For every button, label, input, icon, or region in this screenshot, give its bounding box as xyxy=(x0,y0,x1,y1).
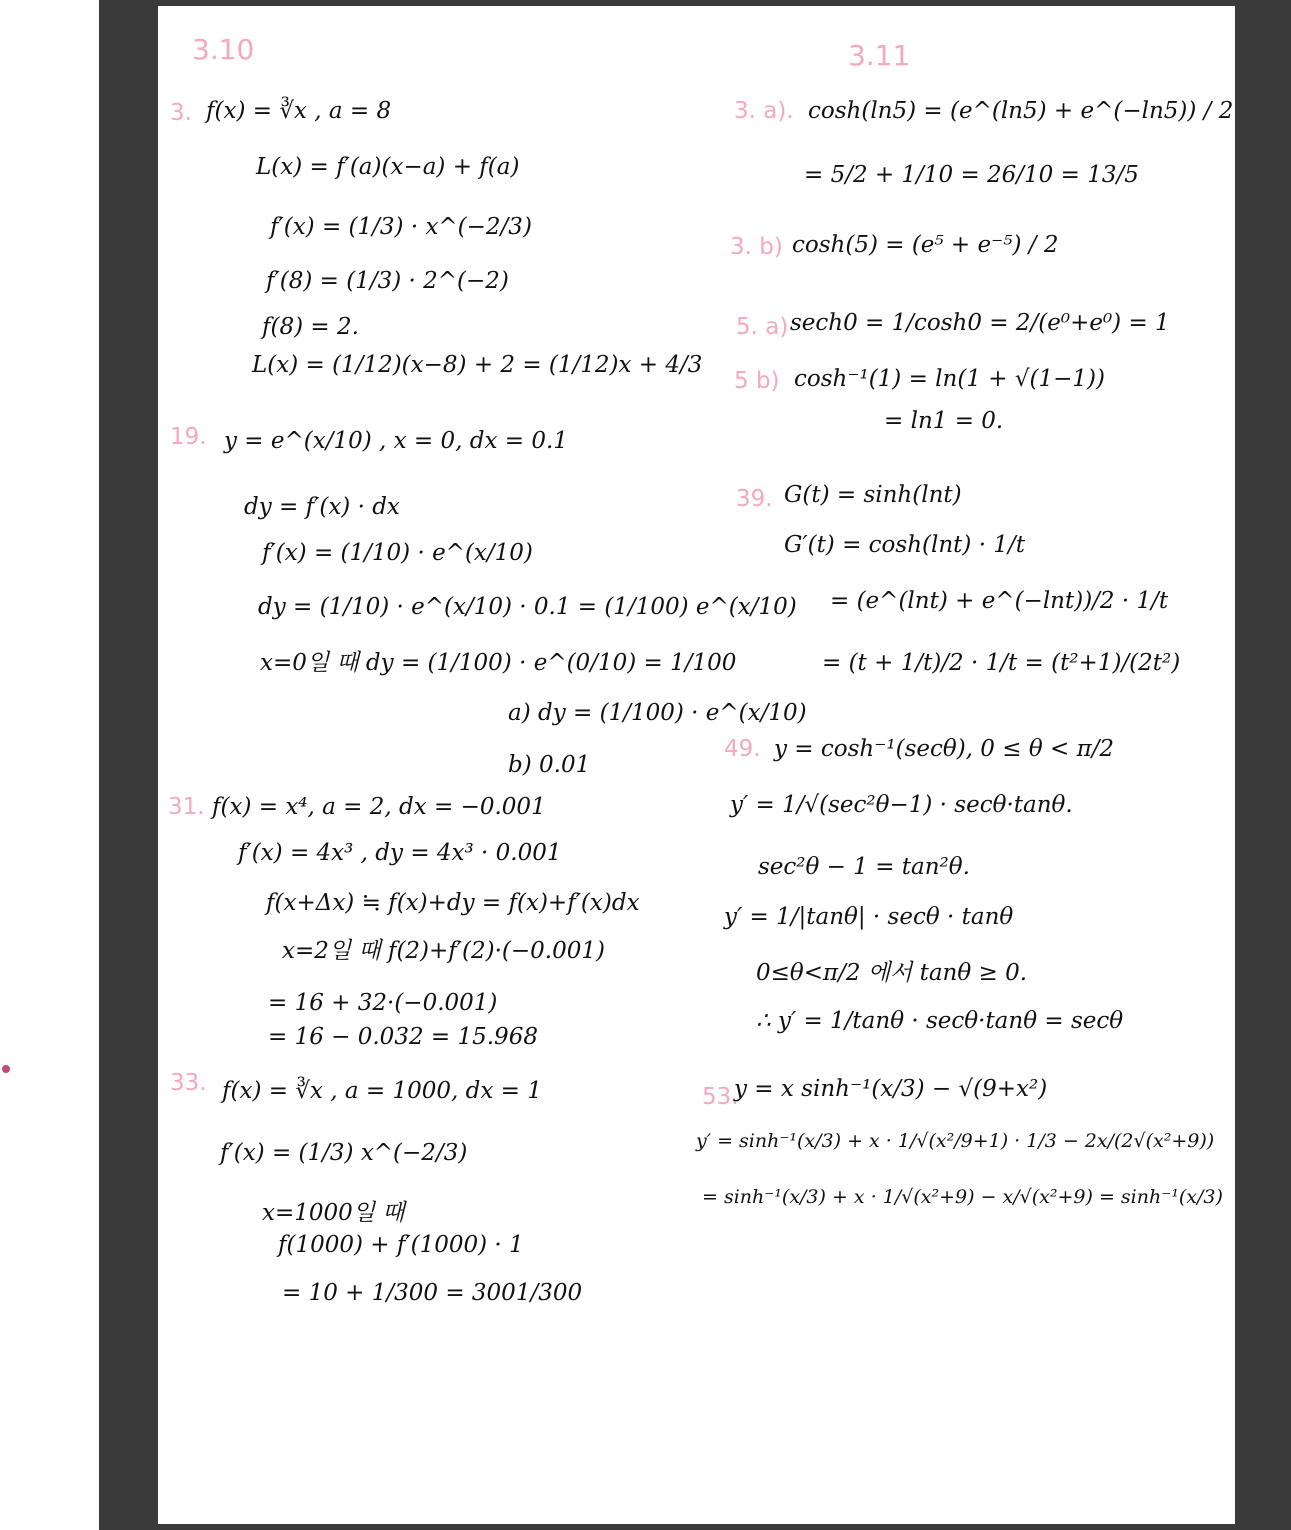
p19-line-5: x=0일 때 dy = (1/100) · e^(0/10) = 1/100 xyxy=(260,650,737,676)
p49-line-2: y′ = 1/√(sec²θ−1) · secθ·tanθ. xyxy=(730,792,1073,818)
p39-line-2: G′(t) = cosh(lnt) · 1/t xyxy=(784,532,1025,558)
p19-line-4: dy = (1/10) · e^(x/10) · 0.1 = (1/100) e^(x/10) xyxy=(258,594,797,620)
problem-53-label: 53. xyxy=(702,1084,739,1110)
p19-line-2: dy = f′(x) · dx xyxy=(244,494,400,520)
p31-line-5: = 16 + 32·(−0.001) xyxy=(268,990,498,1016)
p19-answer-b: b) 0.01 xyxy=(508,752,591,778)
p31-line-2: f′(x) = 4x³ , dy = 4x³ · 0.001 xyxy=(238,840,562,866)
p49-line-6: ∴ y′ = 1/tanθ · secθ·tanθ = secθ xyxy=(756,1008,1124,1034)
p3-line-5: f(8) = 2. xyxy=(262,314,359,340)
problem-33-label: 33. xyxy=(170,1070,207,1096)
p49-line-3: sec²θ − 1 = tan²θ. xyxy=(758,854,970,880)
p31-line-3: f(x+Δx) ≒ f(x)+dy = f(x)+f′(x)dx xyxy=(266,890,640,916)
p3a-line-1: cosh(ln5) = (e^(ln5) + e^(−ln5)) / 2 xyxy=(808,98,1234,124)
problem-5a-label: 5. a) xyxy=(736,314,789,340)
p19-answer-a: a) dy = (1/100) · e^(x/10) xyxy=(508,700,807,726)
p3-line-6: L(x) = (1/12)(x−8) + 2 = (1/12)x + 4/3 xyxy=(252,352,703,378)
p3-line-4: f′(8) = (1/3) · 2^(−2) xyxy=(266,268,509,294)
p19-line-3: f′(x) = (1/10) · e^(x/10) xyxy=(262,540,533,566)
p53-line-2: y′ = sinh⁻¹(x/3) + x · 1/√(x²/9+1) · 1/3 − 2x/(2√(x²+9)) xyxy=(696,1130,1215,1152)
margin-dot xyxy=(2,1065,10,1073)
p31-line-6: = 16 − 0.032 = 15.968 xyxy=(268,1024,538,1050)
p5b-line-2: = ln1 = 0. xyxy=(884,408,1004,434)
p33-line-2: f′(x) = (1/3) x^(−2/3) xyxy=(220,1140,468,1166)
problem-49-label: 49. xyxy=(724,736,761,762)
p19-line-1: y = e^(x/10) , x = 0, dx = 0.1 xyxy=(224,428,568,454)
p39-line-1: G(t) = sinh(lnt) xyxy=(784,482,962,508)
p3b-line-1: cosh(5) = (e⁵ + e⁻⁵) / 2 xyxy=(792,232,1059,258)
problem-5b-label: 5 b) xyxy=(734,368,780,394)
problem-3b-label: 3. b) xyxy=(730,234,783,260)
p3-line-2: L(x) = f′(a)(x−a) + f(a) xyxy=(256,154,520,180)
section-heading-3-10: 3.10 xyxy=(192,33,255,66)
p33-line-1: f(x) = ∛x , a = 1000, dx = 1 xyxy=(222,1078,542,1104)
p53-line-1: y = x sinh⁻¹(x/3) − √(9+x²) xyxy=(734,1076,1048,1102)
problem-39-label: 39. xyxy=(736,486,773,512)
problem-3a-label: 3. a). xyxy=(734,98,794,124)
p33-line-5: = 10 + 1/300 = 3001/300 xyxy=(282,1280,583,1306)
p31-line-4: x=2일 때 f(2)+f′(2)·(−0.001) xyxy=(282,938,605,964)
p53-line-3: = sinh⁻¹(x/3) + x · 1/√(x²+9) − x/√(x²+9) = sinh⁻¹(x/3) xyxy=(702,1186,1223,1208)
p49-line-4: y′ = 1/|tanθ| · secθ · tanθ xyxy=(724,904,1014,930)
p31-line-1: f(x) = x⁴, a = 2, dx = −0.001 xyxy=(212,794,546,820)
p39-line-3: = (e^(lnt) + e^(−lnt))/2 · 1/t xyxy=(830,588,1169,614)
p39-line-4: = (t + 1/t)/2 · 1/t = (t²+1)/(2t²) xyxy=(822,650,1181,676)
p5b-line-1: cosh⁻¹(1) = ln(1 + √(1−1)) xyxy=(794,366,1105,392)
section-heading-3-11: 3.11 xyxy=(848,39,911,72)
problem-3-label: 3. xyxy=(170,100,192,126)
p3-line-1: f(x) = ∛x , a = 8 xyxy=(206,98,392,124)
p33-line-4: f(1000) + f′(1000) · 1 xyxy=(278,1232,524,1258)
p3a-line-2: = 5/2 + 1/10 = 26/10 = 13/5 xyxy=(804,162,1139,188)
problem-31-label: 31. xyxy=(168,794,205,820)
p33-line-3: x=1000일 때 xyxy=(262,1200,405,1226)
p49-line-5: 0≤θ<π/2 에서 tanθ ≥ 0. xyxy=(756,960,1028,986)
notes-page xyxy=(158,6,1235,1524)
p49-line-1: y = cosh⁻¹(secθ), 0 ≤ θ < π/2 xyxy=(774,736,1115,762)
problem-19-label: 19. xyxy=(170,424,207,450)
p3-line-3: f′(x) = (1/3) · x^(−2/3) xyxy=(270,214,532,240)
p5a-line-1: sech0 = 1/cosh0 = 2/(e⁰+e⁰) = 1 xyxy=(790,310,1170,336)
